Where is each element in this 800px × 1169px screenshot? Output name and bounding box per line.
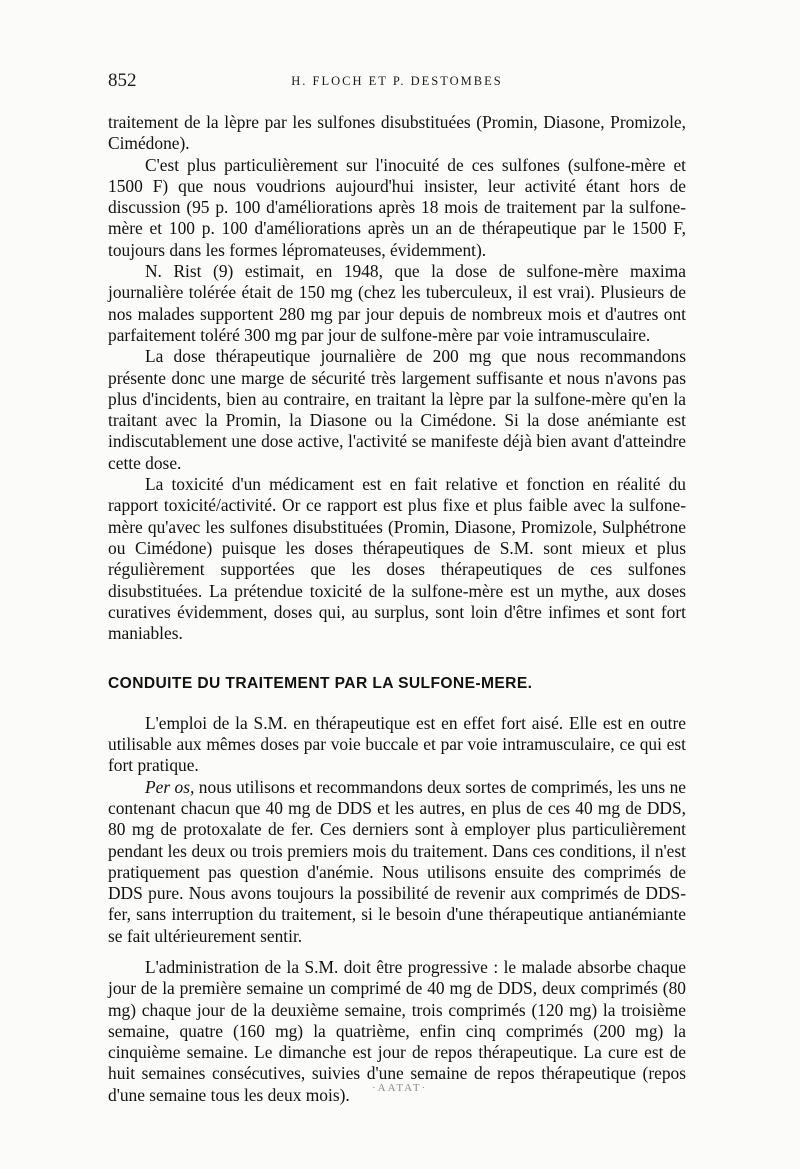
article-body [108, 112, 686, 1106]
per-os-label: Per os, [145, 776, 195, 797]
page-header [108, 70, 686, 94]
paragraph: L'emploi de la S.M. en thérapeutique est en effet fort aisé. Elle est en outre utilisable aux mêmes doses par voie buccale et par voie intramusculaire, ce qui est fort pratique. [108, 712, 686, 776]
paragraph: L'administration de la S.M. doit être progressive : le malade absorbe chaque jour de la première semaine un comprimé de 40 mg de DDS, deux comprimés (80 mg) chaque jour de la deuxième semaine, trois comprimés (120 mg) la troisième semaine, quatre (160 mg) la quatrième, enfin cinq comprimés (200 mg) la cinquième semaine. Le dimanche est jour de repos thérapeutique. La cure est de huit semaines consécutives, suivies d'une semaine de repos thérapeutique (repos d'une semaine tous les deux mois). [108, 956, 686, 1105]
paragraph: traitement de la lèpre par les sulfones disubstituées (Promin, Diasone, Promizole, Cimédone). [108, 112, 686, 154]
page-number: 852 [108, 70, 137, 91]
paragraph: N. Rist (9) estimait, en 1948, que la dose de sulfone-mère maxima journalière tolérée était de 150 mg (chez les tuberculeux, il est vrai). Plusieurs de nos malades supportent 280 mg par jour depuis de nombreux mois et d'autres ont parfaitement toléré 300 mg par jour de sulfone-mère par voie intramusculaire. [108, 261, 686, 345]
paragraph-text: nous utilisons et recommandons deux sortes de comprimés, les uns ne contenant chacun que 40 mg de DDS et les autres, en plus de ces 40 mg de DDS, 80 mg de protoxalate de fer. Ces derniers sont à employer plus particulièrement pendant les deux ou trois premiers mois du traitement. Dans ces conditions, il n'est pratiquement pas question d'anémie. Nous utilisons ensuite des comprimés de DDS pure. Nous avons toujours la possibilité de revenir aux comprimés de DDS-fer, sans interruption du traitement, si le besoin d'une thérapeutique antianémiante se fait ultérieurement sentir. [108, 776, 686, 946]
footer-stamp: ·AATAT· [372, 1082, 428, 1094]
paragraph: C'est plus particulièrement sur l'inocuité de ces sulfones (sulfone-mère et 1500 F) que nous voudrions aujourd'hui insister, leur activité étant hors de discussion (95 p. 100 d'améliorations après 18 mois de traitement par la sulfone-mère et 100 p. 100 d'améliorations après un an de thérapeutique par le 1500 F, toujours dans les formes lépromateuses, évidemment). [108, 154, 686, 260]
running-title: H. FLOCH ET P. DESTOMBES [291, 74, 503, 88]
paragraph [108, 777, 686, 947]
section-heading: CONDUITE DU TRAITEMENT PAR LA SULFONE-MERE. [108, 675, 533, 693]
paragraph: La toxicité d'un médicament est en fait relative et fonction en réalité du rapport toxicité/activité. Or ce rapport est plus fixe et plus faible avec la sulfone-mère qu'avec les sulfones disubstituées (Promin, Diasone, Promizole, Sulphétrone ou Cimédone) puisque les doses thérapeutiques de S.M. sont mieux et plus régulièrement supportées que les doses thérapeutiques de ces sulfones disubstituées. La prétendue toxicité de la sulfone-mère est un mythe, aux doses curatives évidemment, doses qui, au surplus, sont loin d'être infimes et sont fort maniables. [108, 474, 686, 644]
paragraph: La dose thérapeutique journalière de 200 mg que nous recommandons présente donc une marge de sécurité très largement suffisante et nous n'avons pas plus d'incidents, bien au contraire, en traitant la lèpre par la sulfone-mère qu'en la traitant avec la Promin, la Diasone ou la Cimédone. Si la dose anémiante est indiscutablement une dose active, l'activité se manifeste déjà bien avant d'atteindre cette dose. [108, 346, 686, 473]
